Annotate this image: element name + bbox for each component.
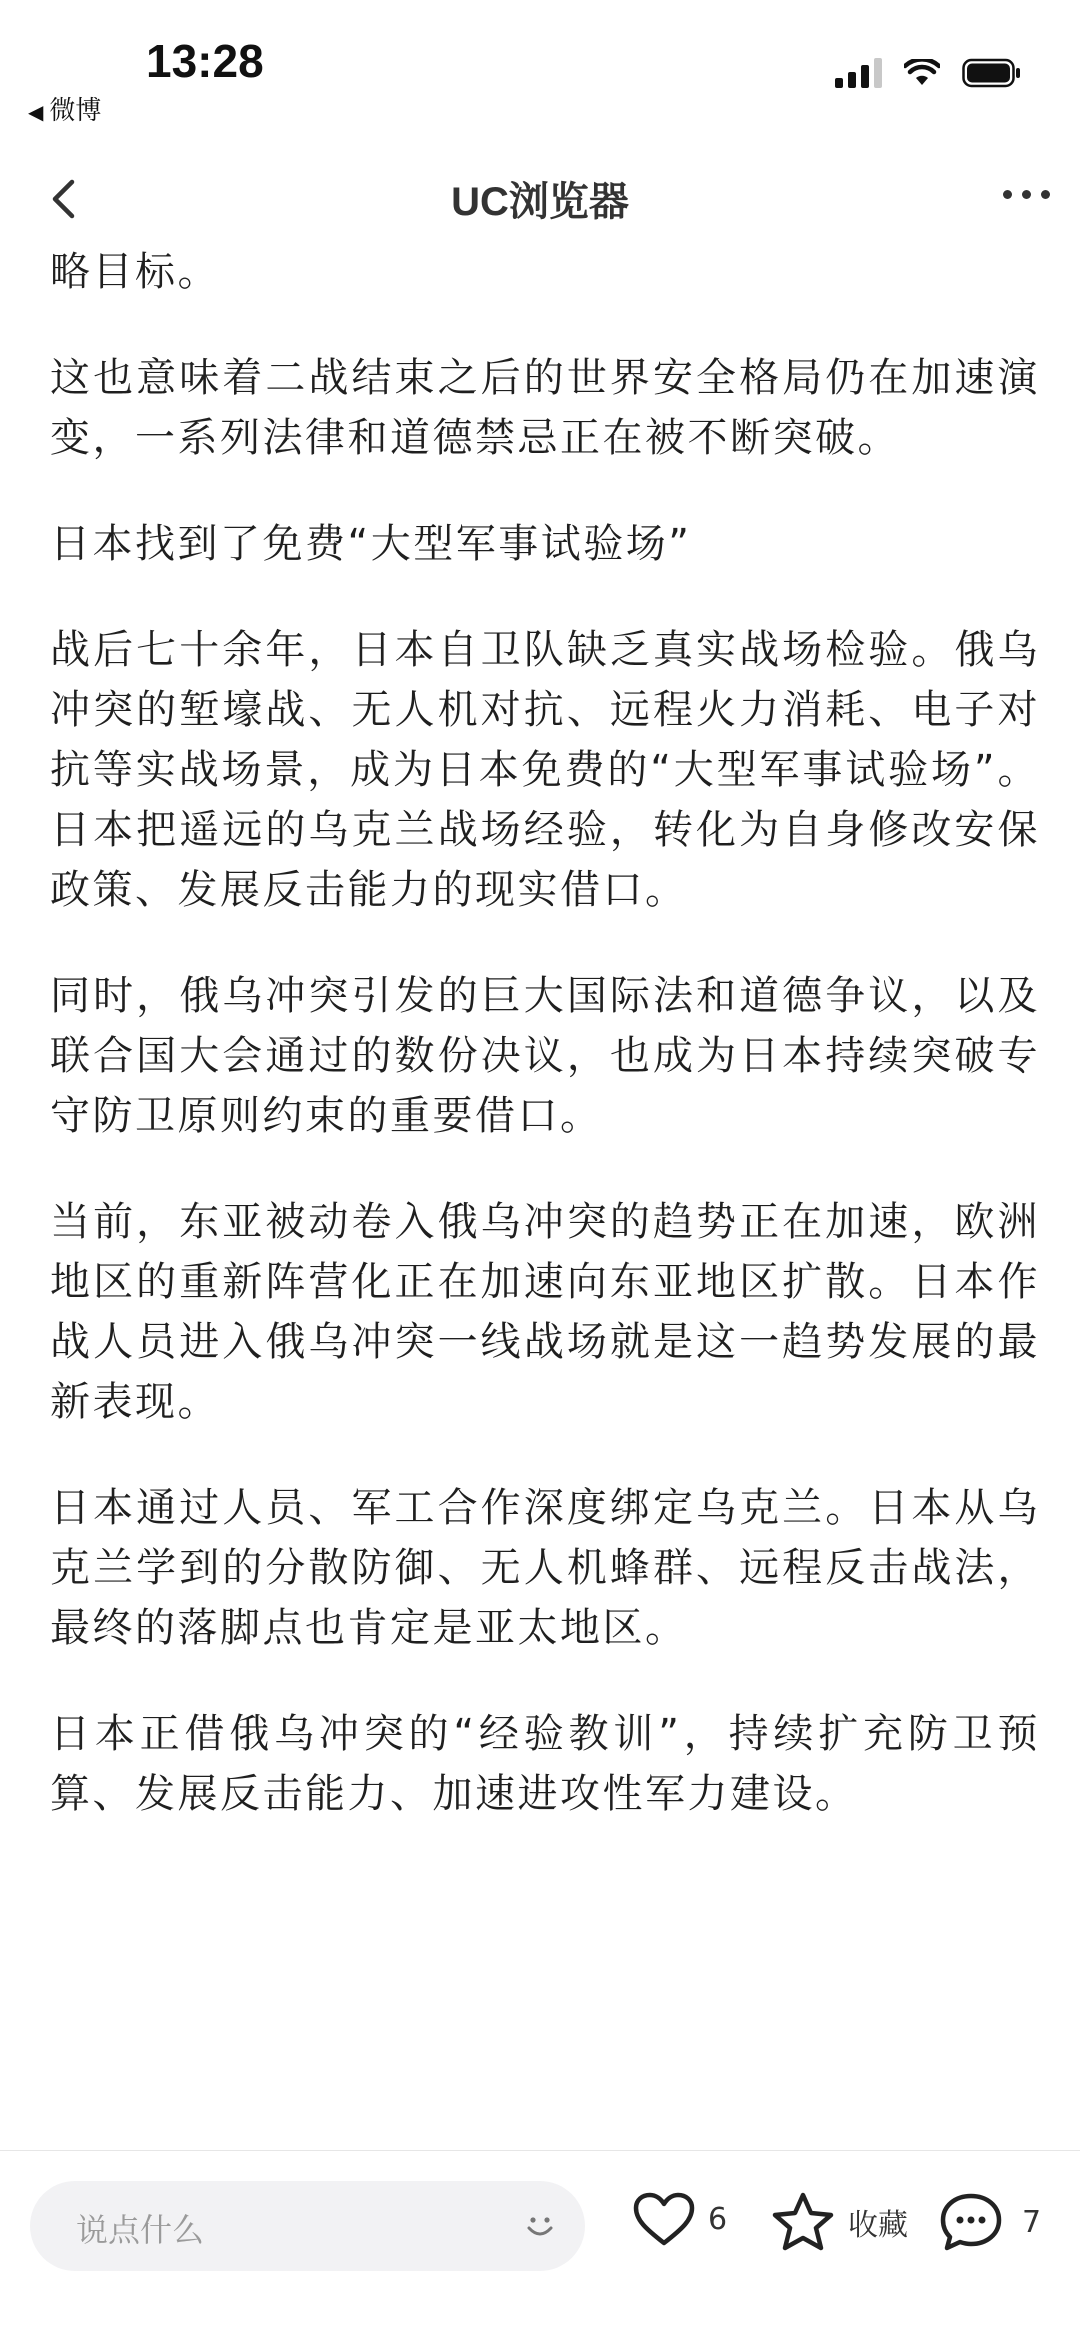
comment-count: 7 (1022, 2204, 1042, 2240)
nav-bar (0, 150, 1080, 250)
heart-icon (632, 2191, 696, 2247)
cellular-signal-icon (835, 58, 882, 88)
article-paragraph: 同时，俄乌冲突引发的巨大国际法和道德争议，以及联合国大会通过的数份决议，也成为日本持续突破专守防卫原则约束的重要借口。 (50, 973, 1040, 1139)
favorite-button[interactable] (770, 2191, 908, 2253)
article-content (50, 240, 1040, 2155)
like-count: 6 (708, 2201, 728, 2237)
article-subheading: 日本找到了免费“大型军事试验场” (50, 521, 692, 567)
like-button[interactable] (632, 2191, 727, 2247)
battery-icon (962, 58, 1022, 88)
bottom-action-bar (0, 2150, 1080, 2347)
wifi-icon (904, 59, 940, 87)
comment-button[interactable] (938, 2191, 1041, 2253)
back-app-label: 微博 (49, 96, 102, 126)
article-paragraph: 日本通过人员、军工合作深度绑定乌克兰。日本从乌克兰学到的分散防御、无人机蜂群、远程反击战法，最终的落脚点也肯定是亚太地区。 (50, 1485, 1040, 1651)
article-paragraph: 日本正借俄乌冲突的“经验教训”，持续扩充防卫预算、发展反击能力、加速进攻性军力建设。 (50, 1711, 1040, 1817)
article-paragraph: 当前，东亚被动卷入俄乌冲突的趋势正在加速，欧洲地区的重新阵营化正在加速向东亚地区扩散。日本作战人员进入俄乌冲突一线战场就是这一趋势发展的最新表现。 (50, 1199, 1040, 1425)
article-paragraph: 这也意味着二战结束之后的世界安全格局仍在加速演变，一系列法律和道德禁忌正在被不断突破。 (50, 355, 1040, 461)
article-paragraph: 略目标。 (50, 249, 220, 295)
comment-input[interactable] (30, 2181, 585, 2271)
comment-placeholder: 说点什么 (76, 2211, 205, 2249)
favorite-label: 收藏 (848, 2208, 908, 2243)
article-paragraph: 战后七十余年，日本自卫队缺乏真实战场检验。俄乌冲突的堑壕战、无人机对抗、远程火力消耗、电子对抗等实战场景，成为日本免费的“大型军事试验场”。日本把遥远的乌克兰战场经验，转化为自身修改安保政策、发展反击能力的现实借口。 (50, 627, 1040, 913)
emoji-icon[interactable] (521, 2207, 559, 2245)
back-triangle-icon: ◀ (28, 100, 44, 124)
more-options-icon[interactable] (1003, 190, 1050, 199)
status-icons (835, 58, 1022, 88)
status-time: 13:28 (146, 35, 264, 87)
back-to-app-link[interactable] (28, 90, 101, 127)
status-bar (0, 0, 1080, 130)
star-icon (770, 2191, 836, 2253)
page-title: UC浏览器 (451, 180, 629, 224)
comment-bubble-icon (938, 2191, 1004, 2253)
